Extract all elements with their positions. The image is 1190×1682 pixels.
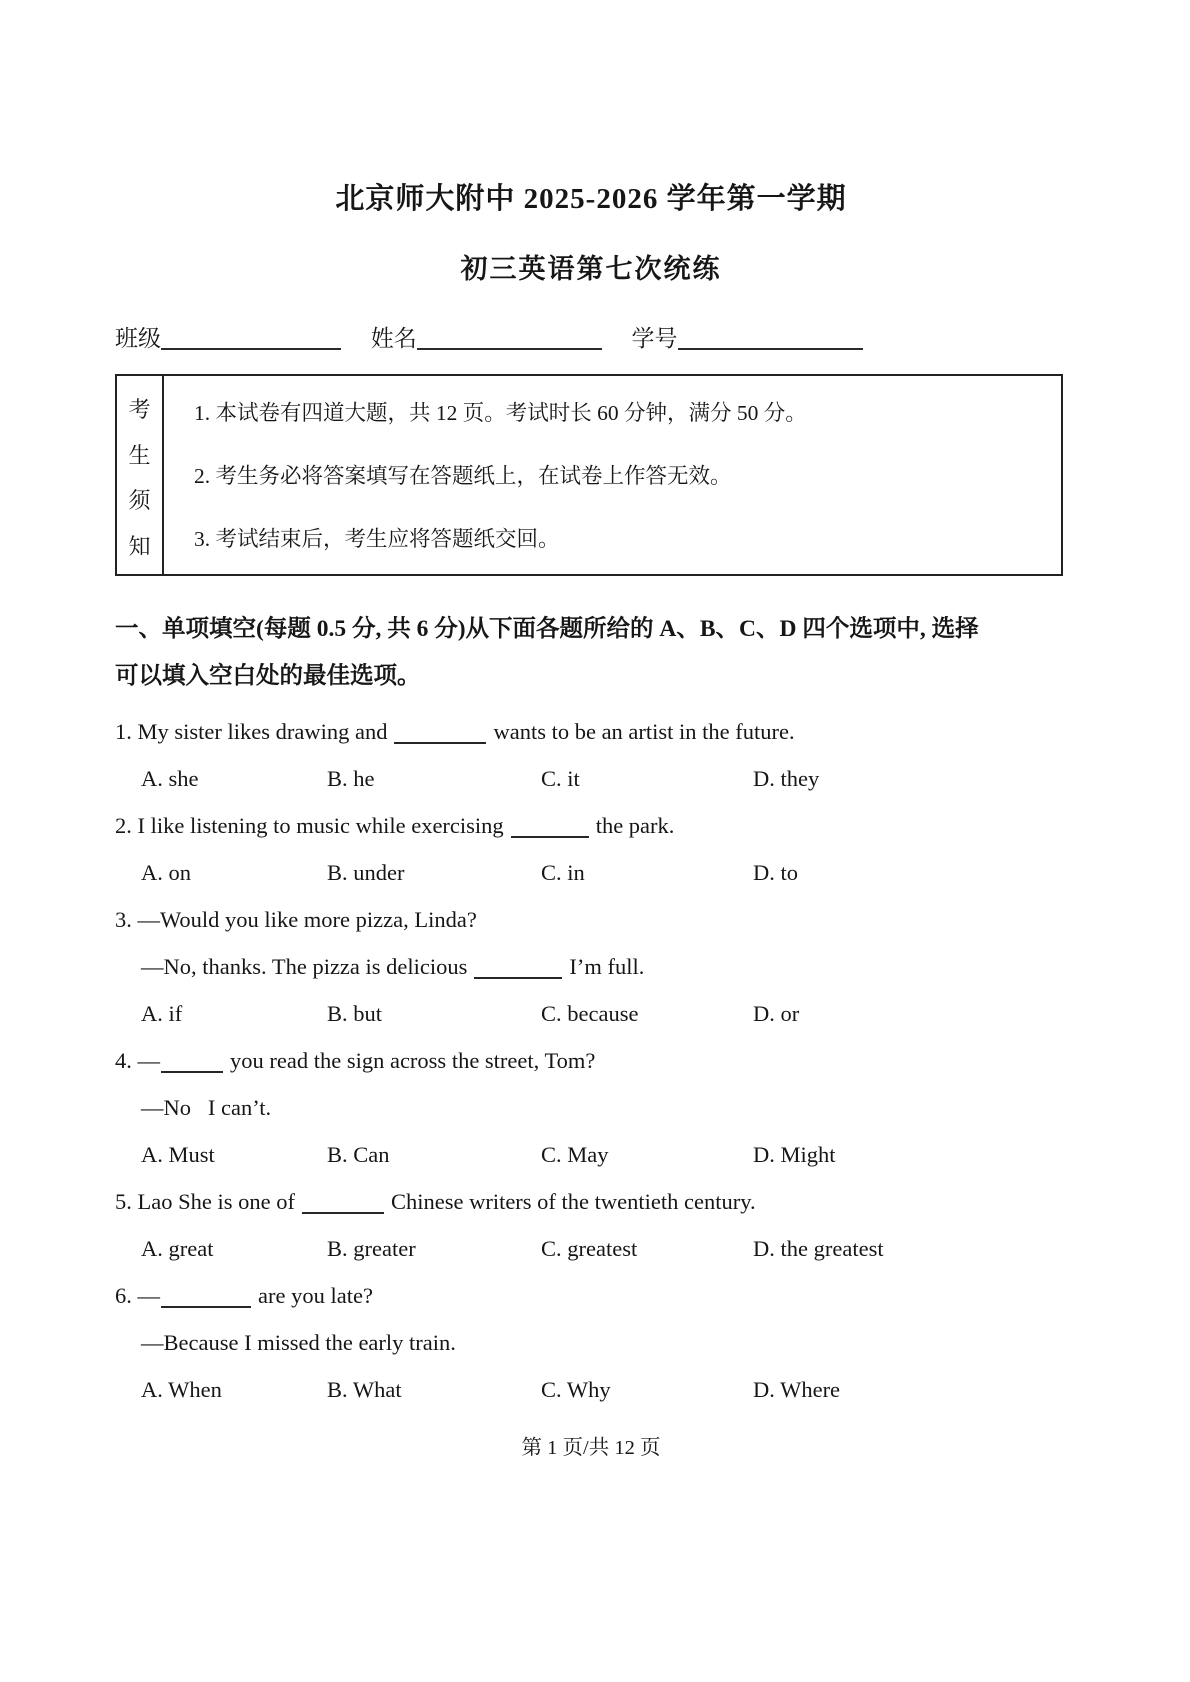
question-4-option-a: A. Must	[141, 1142, 215, 1167]
question-1-option-b: B. he	[327, 766, 375, 791]
question-5-option-b: B. greater	[327, 1236, 416, 1261]
question-5-option-c: C. greatest	[541, 1236, 638, 1261]
notice-item-2: 2. 考生务必将答案填写在答题纸上，在试卷上作答无效。	[194, 464, 732, 488]
question-6-option-a: A. When	[141, 1377, 222, 1402]
question-6-option-b: B. What	[327, 1377, 402, 1402]
question-6-options	[115, 1375, 1067, 1405]
question-1-option-a: A. she	[141, 766, 199, 791]
class-blank-line	[161, 348, 341, 350]
answer-blank	[161, 1071, 223, 1073]
question-4	[115, 1046, 1067, 1170]
question-1-stem	[115, 717, 1067, 747]
answer-blank	[161, 1306, 251, 1308]
class-field	[115, 326, 341, 351]
question-5-stem-pre: 5. Lao She is one of	[115, 1189, 295, 1214]
question-4-line-1-pre: 4. —	[115, 1048, 160, 1073]
question-1-option-c: C. it	[541, 766, 580, 791]
question-3	[115, 905, 1067, 1029]
question-1-options	[115, 764, 1067, 794]
page-title: 北京师大附中 2025-2026 学年第一学期	[335, 183, 847, 215]
question-3-option-a: A. if	[141, 1001, 183, 1026]
question-6-line-1-post: are you late?	[258, 1283, 373, 1308]
page-footer: 第 1 页/共 12 页	[521, 1437, 661, 1459]
question-6-line-1	[115, 1281, 1067, 1311]
answer-blank	[394, 742, 486, 744]
question-5-option-d: D. the greatest	[753, 1236, 884, 1261]
question-4-option-b: B. Can	[327, 1142, 390, 1167]
question-5-stem-post: Chinese writers of the twentieth century.	[390, 1189, 756, 1214]
question-4-line-2: —No I can’t.	[141, 1095, 272, 1120]
candidate-notice-box	[115, 374, 1063, 576]
question-3-line-2-post: I’m full.	[569, 954, 645, 979]
question-1-stem-post: wants to be an artist in the future.	[493, 719, 795, 744]
question-5	[115, 1187, 1067, 1264]
question-3-option-c: C. because	[541, 1001, 639, 1026]
page-content	[115, 0, 1067, 1481]
question-4-options	[115, 1140, 1067, 1170]
notice-side-label	[117, 376, 164, 574]
section-heading	[115, 606, 1067, 700]
question-6-option-c: C. Why	[541, 1377, 611, 1402]
notice-side-char: 须	[128, 488, 151, 514]
question-4-line-1-post: you read the sign across the street, Tom?	[230, 1048, 596, 1073]
question-5-stem	[115, 1187, 1067, 1217]
section-heading-line-2: 可以填入空白处的最佳选项。	[115, 663, 421, 689]
question-3-line-2	[115, 952, 1067, 982]
question-5-options	[115, 1234, 1067, 1264]
question-2-stem	[115, 811, 1067, 841]
notice-side-char: 生	[128, 442, 151, 468]
question-1	[115, 717, 1067, 794]
question-4-line-1	[115, 1046, 1067, 1076]
notice-item-1: 1. 本试卷有四道大题，共 12 页。考试时长 60 分钟，满分 50 分。	[194, 401, 807, 425]
question-2-stem-post: the park.	[595, 813, 675, 838]
student-id-field	[632, 326, 863, 351]
question-5-option-a: A. great	[141, 1236, 214, 1261]
question-6-line-2: —Because I missed the early train.	[141, 1330, 456, 1355]
notice-side-char: 考	[128, 397, 151, 422]
name-label: 姓名	[370, 326, 417, 351]
question-3-option-b: B. but	[327, 1001, 383, 1026]
student-info-row	[115, 320, 1067, 353]
question-2-stem-pre: 2. I like listening to music while exercising	[115, 813, 504, 838]
question-2-option-d: D. to	[753, 860, 798, 885]
question-3-line-2-pre: —No, thanks. The pizza is delicious	[141, 954, 468, 979]
name-blank-line	[417, 348, 602, 350]
notice-item-3: 3. 考试结束后，考生应将答题纸交回。	[194, 527, 560, 551]
student-id-label: 学号	[631, 326, 678, 351]
question-1-stem-pre: 1. My sister likes drawing and	[115, 719, 388, 744]
question-4-option-d: D. Might	[753, 1142, 836, 1167]
question-3-line-1: 3. —Would you like more pizza, Linda?	[115, 907, 477, 932]
section-heading-line-1: 一、单项填空(每题 0.5 分, 共 6 分)从下面各题所给的 A、B、C、D 四个选项中, 选择	[115, 616, 979, 642]
student-id-blank-line	[678, 348, 863, 350]
question-4-option-c: C. May	[541, 1142, 609, 1167]
question-1-option-d: D. they	[753, 766, 820, 791]
question-6-line-1-pre: 6. —	[115, 1283, 160, 1308]
answer-blank	[474, 977, 562, 979]
question-3-option-d: D. or	[753, 1001, 800, 1026]
question-6	[115, 1281, 1067, 1405]
question-2-option-a: A. on	[141, 860, 191, 885]
class-label: 班级	[115, 326, 161, 351]
question-2-options	[115, 858, 1067, 888]
notice-body	[164, 376, 1061, 574]
name-field	[371, 326, 602, 351]
question-3-options	[115, 999, 1067, 1029]
page-subtitle: 初三英语第七次统练	[460, 254, 722, 284]
question-2-option-c: C. in	[541, 860, 585, 885]
question-2	[115, 811, 1067, 888]
answer-blank	[511, 836, 589, 838]
answer-blank	[302, 1212, 384, 1214]
question-2-option-b: B. under	[327, 860, 405, 885]
question-6-option-d: D. Where	[753, 1377, 841, 1402]
notice-side-char: 知	[128, 533, 151, 559]
